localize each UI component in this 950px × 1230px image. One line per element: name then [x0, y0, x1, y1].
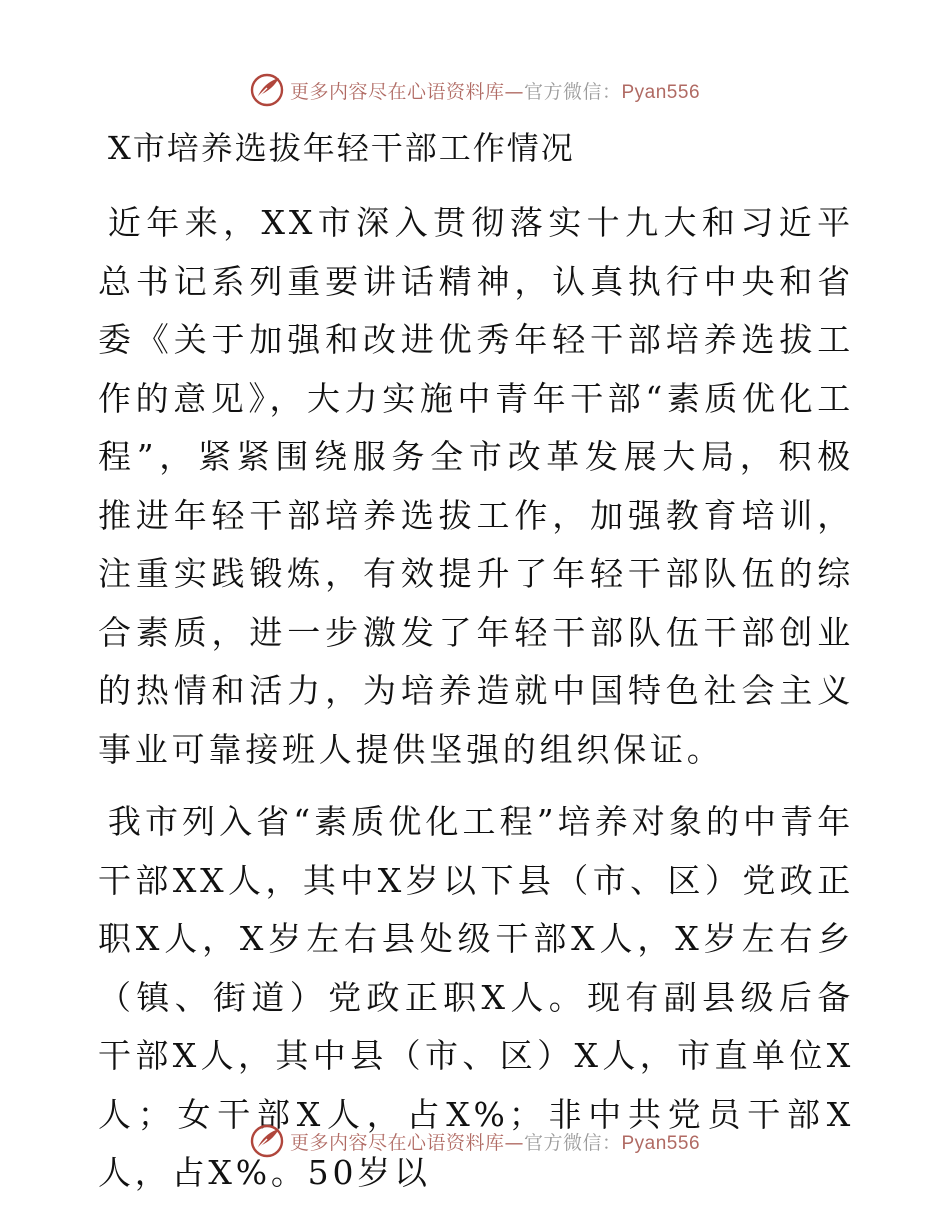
document-body	[98, 194, 854, 1203]
document-title: X市培养选拔年轻干部工作情况	[108, 129, 575, 167]
watermark-wechat-id: Pyan556	[621, 81, 701, 103]
watermark-prefix: 更多内容尽在心语资料库	[289, 80, 505, 103]
watermark-wechat-id: Pyan556	[621, 1132, 701, 1154]
watermark-header	[0, 70, 950, 110]
watermark-footer	[0, 1121, 950, 1161]
watermark-separator: —	[504, 1131, 524, 1154]
watermark-label: 官方微信：	[523, 1131, 622, 1154]
watermark-text	[290, 1128, 700, 1155]
watermark-text	[290, 77, 700, 104]
watermark-prefix: 更多内容尽在心语资料库	[289, 1131, 505, 1154]
red-feather-logo-icon	[250, 73, 284, 107]
watermark-separator: —	[504, 80, 524, 103]
watermark-label: 官方微信：	[523, 80, 622, 103]
red-feather-logo-icon	[250, 1124, 284, 1158]
paragraph-2: 我市列入省“素质优化工程”培养对象的中青年干部XX人，其中X岁以下县（市、区）党政正职X人，X岁左右县处级干部X人，X岁左右乡（镇、街道）党政正职X人。现有副县级后备干部X人，其中县（市、区）X人，市直单位X人；女干部X人，占X%；非中共党员干部X人，占X%。50岁以	[98, 802, 854, 1192]
paragraph-1: 近年来，XX市深入贯彻落实十九大和习近平总书记系列重要讲话精神，认真执行中央和省委《关于加强和改进优秀年轻干部培养选拔工作的意见》，大力实施中青年干部“素质优化工程”，紧紧围绕服务全市改革发展大局，积极推进年轻干部培养选拔工作，加强教育培训，注重实践锻炼，有效提升了年轻干部队伍的综合素质，进一步激发了年轻干部队伍干部创业的热情和活力，为培养造就中国特色社会主义事业可靠接班人提供坚强的组织保证。	[98, 203, 854, 769]
